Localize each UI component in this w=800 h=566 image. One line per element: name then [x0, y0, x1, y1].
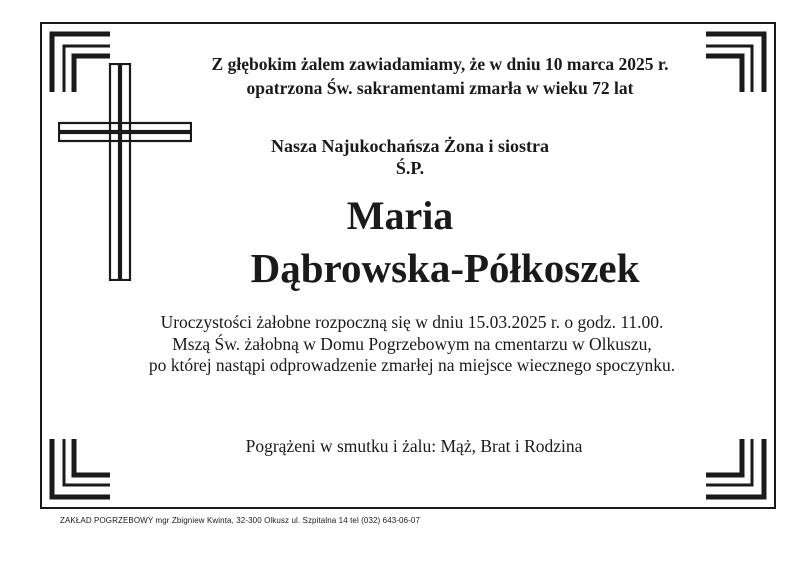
- mourners-line: Pogrążeni w smutku i żalu: Mąż, Brat i Rodzina: [245, 436, 583, 456]
- ceremony-line-1: Uroczystości żałobne rozpoczną się w dniu 15.03.2025 r. o godz. 11.00.: [160, 312, 664, 332]
- ceremony-line-3: po której nastąpi odprowadzenie zmarłej na miejsce wiecznego spoczynku.: [148, 355, 676, 375]
- intro-line-1: Z głębokim żalem zawiadamiamy, że w dniu 10 marca 2025 r.: [211, 54, 669, 74]
- ceremony-details: [12, 312, 800, 377]
- sp-prefix: Ś.P.: [395, 158, 425, 178]
- funeral-home-footer: ZAKŁAD POGRZEBOWY mgr Zbigniew Kwinta, 32-300 Olkusz ul. Szpitalna 14 tel (032) 643-06-07: [60, 516, 421, 525]
- intro-line-2: opatrzona Św. sakramentami zmarła w wieku 72 lat: [246, 78, 634, 98]
- ceremony-line-2: Mszą Św. żałobną w Domu Pogrzebowym na cmentarzu w Olkuszu,: [172, 333, 652, 354]
- relation-line: Nasza Najukochańsza Żona i siostra: [270, 136, 550, 156]
- deceased-surname: Dąbrowska-Półkoszek: [250, 245, 640, 291]
- deceased-first-name: Maria: [346, 193, 454, 238]
- announcement-intro: [40, 52, 800, 100]
- relation-block: [10, 135, 800, 179]
